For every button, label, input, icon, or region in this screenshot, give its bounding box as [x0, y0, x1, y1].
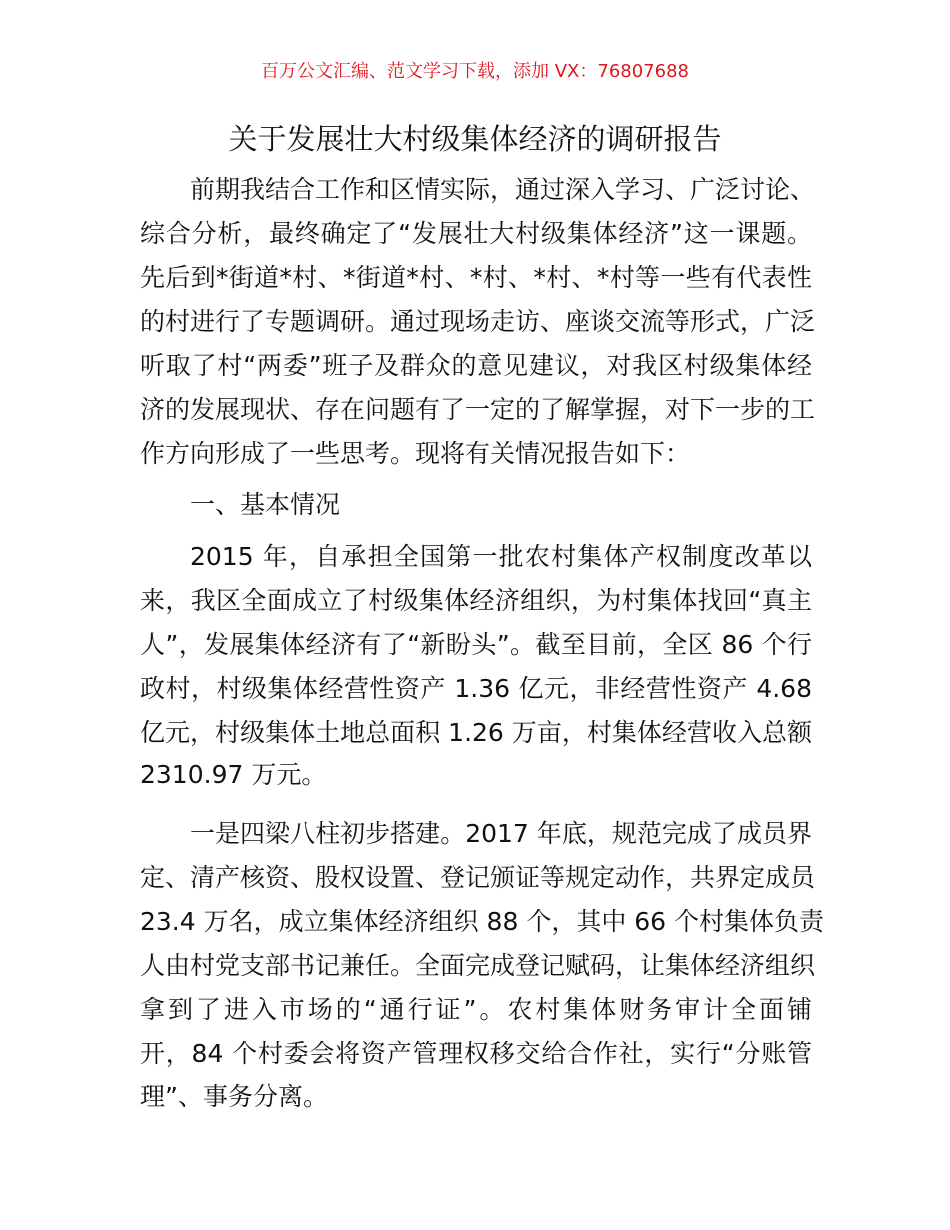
paragraph-line: 拿到了进入市场的“通行证”。农村集体财务审计全面铺 — [140, 995, 812, 1024]
paragraph-line: 开，84 个村委会将资产管理权移交给合作社，实行“分账管 — [140, 1039, 812, 1068]
paragraph-line: 听取了村“两委”班子及群众的意见建议，对我区村级集体经 — [140, 351, 812, 380]
paragraph-line: 定、清产核资、股权设置、登记颁证等规定动作，共界定成员 — [140, 863, 816, 892]
paragraph-line: 人”，发展集体经济有了“新盼头”。截至目前，全区 86 个行 — [140, 630, 812, 659]
paragraph-line: 亿元，村级集体土地总面积 1.26 万亩，村集体经营收入总额 — [140, 718, 812, 747]
paragraph-line: 23.4 万名，成立集体经济组织 88 个，其中 66 个村集体负责 — [140, 907, 825, 936]
paragraph-line: 2310.97 万元。 — [140, 760, 327, 789]
paragraph-line: 一是四梁八柱初步搭建。2017 年底，规范完成了成员界 — [190, 819, 812, 848]
paragraph-line: 先后到*街道*村、*街道*村、*村、*村、*村等一些有代表性 — [140, 263, 812, 292]
paragraph-line: 来，我区全面成立了村级集体经济组织，为村集体找回“真主 — [140, 586, 812, 615]
section-heading: 一、基本情况 — [190, 490, 341, 519]
paragraph-line: 2015 年，自承担全国第一批农村集体产权制度改革以 — [190, 542, 812, 571]
paragraph-line: 人由村党支部书记兼任。全面完成登记赋码，让集体经济组织 — [140, 951, 816, 980]
paragraph-line: 前期我结合工作和区情实际，通过深入学习、广泛讨论、 — [190, 175, 816, 204]
paragraph-line: 济的发展现状、存在问题有了一定的了解掌握，对下一步的工 — [140, 395, 816, 424]
paragraph-line: 综合分析，最终确定了“发展壮大村级集体经济”这一课题。 — [140, 219, 812, 248]
paragraph-line: 的村进行了专题调研。通过现场走访、座谈交流等形式，广泛 — [140, 307, 816, 336]
paragraph-line: 理”、事务分离。 — [140, 1082, 328, 1111]
document-title: 关于发展壮大村级集体经济的调研报告 — [228, 122, 722, 156]
watermark-header: 百万公文汇编、范文学习下载，添加 VX：76807688 — [261, 61, 689, 82]
paragraph-line: 政村，村级集体经营性资产 1.36 亿元，非经营性资产 4.68 — [140, 674, 812, 703]
paragraph-line: 作方向形成了一些思考。现将有关情况报告如下： — [140, 439, 691, 468]
